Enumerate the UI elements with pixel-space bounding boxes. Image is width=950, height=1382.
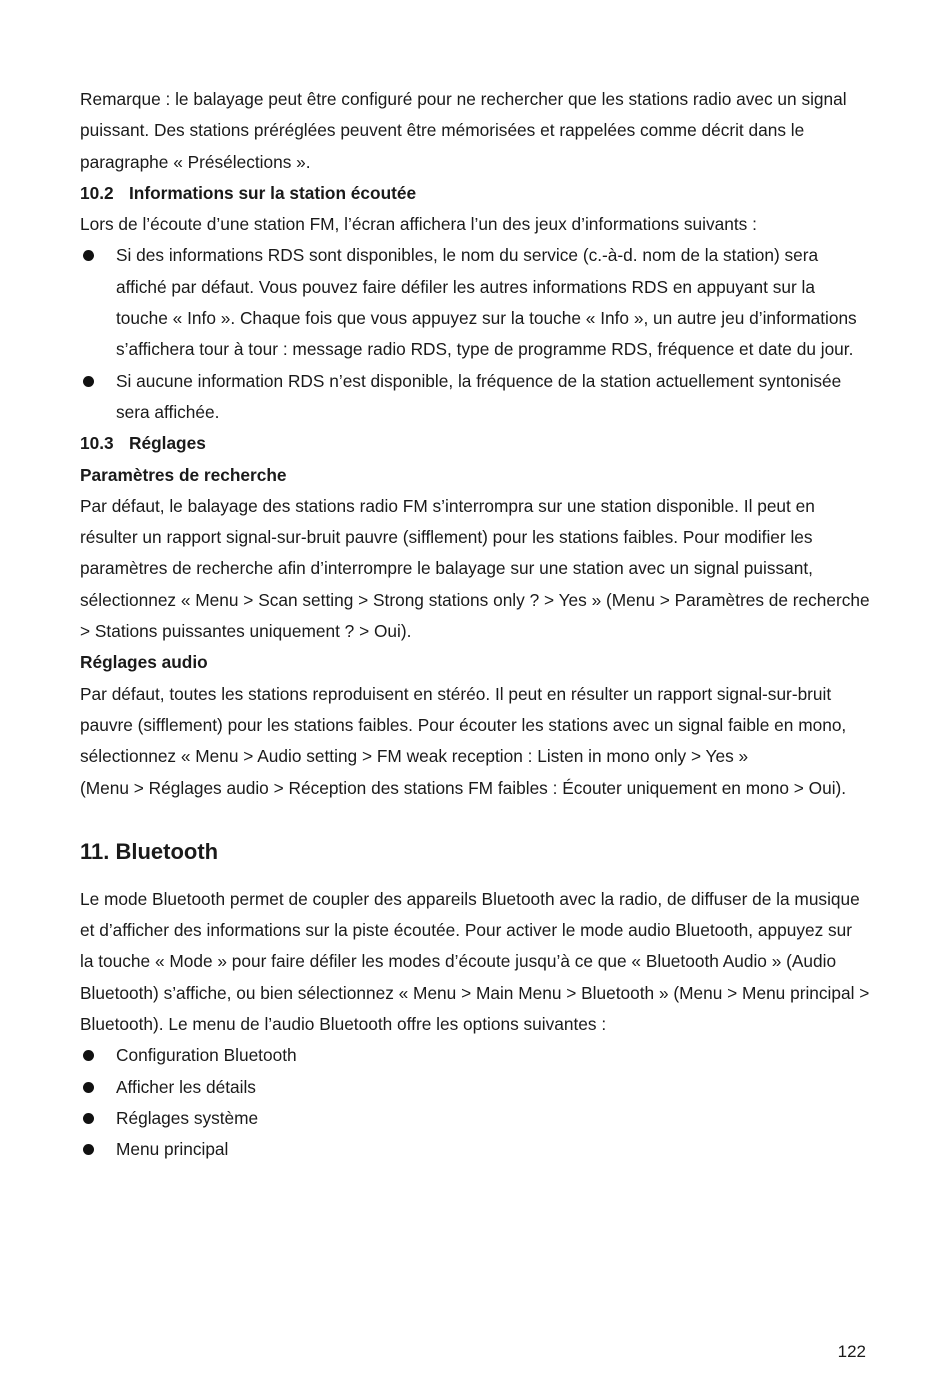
page-number: 122	[837, 1342, 866, 1361]
list-item-text: Si aucune information RDS n’est disponible, la fréquence de la station actuellement syntonisée sera affichée.	[116, 370, 842, 422]
list-item-text: Configuration Bluetooth	[116, 1045, 297, 1066]
list-item	[80, 1134, 870, 1165]
list-item	[80, 1072, 870, 1103]
bullet-icon	[83, 1050, 94, 1061]
list-item	[80, 366, 870, 429]
rds-bullet-list	[80, 240, 870, 428]
search-settings-paragraph: Par défaut, le balayage des stations radio FM s’interrompra sur une station disponible. Il peut en résulter un rapport signal-sur-bruit pauvre (sifflement) pour les stations faibles. Pour modifier les paramètres de recherche afin d’interrompre le balayage sur une station avec un signal puissant, sélectionnez « Menu > Scan setting > Strong stations only ? > Yes » (Menu > Paramètres de recherche > Stations puissantes uniquement ? > Oui).	[80, 495, 870, 642]
search-settings-heading: Paramètres de recherche	[80, 464, 287, 485]
section-number: 10.2	[80, 182, 114, 203]
remark-paragraph: Remarque : le balayage peut être configuré pour ne rechercher que les stations radio avec un signal puissant. Des stations préréglées peuvent être mémorisées et rappelées comme décrit dans le paragraphe « Présélections ».	[80, 89, 847, 172]
bluetooth-options-list	[80, 1040, 870, 1165]
list-item	[80, 1103, 870, 1134]
section-heading-10-2	[80, 178, 870, 209]
audio-settings-heading: Réglages audio	[80, 652, 208, 673]
section-title: Informations sur la station écoutée	[129, 182, 417, 203]
bullet-icon	[83, 1144, 94, 1155]
list-item	[80, 240, 870, 365]
list-item	[80, 1040, 870, 1071]
bullet-icon	[83, 1082, 94, 1093]
section-intro-paragraph: Lors de l’écoute d’une station FM, l’écran affichera l’un des jeux d’informations suivants :	[80, 214, 757, 235]
list-item-text: Menu principal	[116, 1139, 229, 1160]
document-page	[80, 84, 870, 1166]
bullet-icon	[83, 1113, 94, 1124]
list-item-text: Afficher les détails	[116, 1076, 256, 1097]
bluetooth-chapter-title: 11. Bluetooth	[80, 838, 219, 864]
section-heading-10-3	[80, 428, 870, 459]
list-item-text: Si des informations RDS sont disponibles, le nom du service (c.-à-d. nom de la station) sera affiché par défaut. Vous pouvez faire défiler les autres informations RDS en appuyant sur la touche « Info ». Chaque fois que vous appuyez sur la touche « Info », un autre jeu d’informations s’affichera tour à tour : message radio RDS, type de programme RDS, fréquence et date du jour.	[116, 245, 857, 360]
audio-settings-paragraph: Par défaut, toutes les stations reproduisent en stéréo. Il peut en résulter un rapport signal-sur-bruit pauvre (sifflement) pour les stations faibles. Pour écouter les stations avec un signal faible en mono, sélectionnez « Menu > Audio setting > FM weak reception : Listen in mono only > Yes »	[80, 683, 847, 767]
bullet-icon	[83, 376, 94, 387]
bullet-icon	[83, 250, 94, 261]
section-title: Réglages	[129, 433, 206, 454]
audio-settings-translation: (Menu > Réglages audio > Réception des stations FM faibles : Écouter uniquement en mono > Oui).	[80, 777, 847, 798]
list-item-text: Réglages système	[116, 1107, 259, 1128]
section-number: 10.3	[80, 433, 114, 454]
bluetooth-paragraph: Le mode Bluetooth permet de coupler des appareils Bluetooth avec la radio, de diffuser de la musique et d’afficher des informations sur la piste écoutée. Pour activer le mode audio Bluetooth, appuyez sur la touche « Mode » pour faire défiler les modes d’écoute jusqu’à ce que « Bluetooth Audio » (Audio Bluetooth) s’affiche, ou bien sélectionnez « Menu > Main Menu > Bluetooth » (Menu > Menu principal > Bluetooth). Le menu de l’audio Bluetooth offre les options suivantes :	[80, 888, 870, 1035]
